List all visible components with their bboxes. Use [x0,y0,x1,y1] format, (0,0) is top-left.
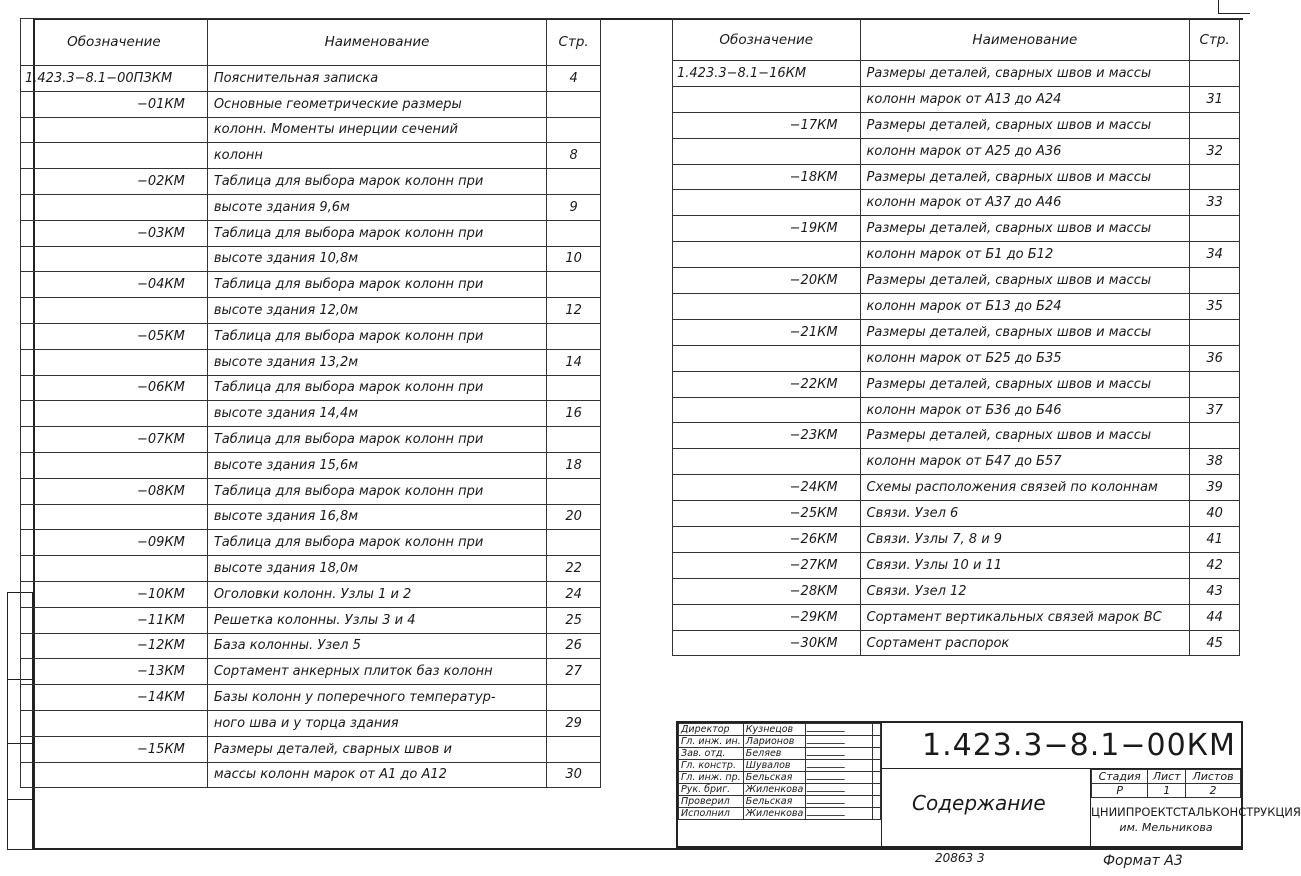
row-name: высоте здания 9,6м [207,194,546,220]
stage-label: Стадия [1092,770,1148,784]
row-name: Пояснительная записка [207,66,546,92]
row-page: 10 [547,246,601,272]
table-row [673,423,1240,449]
row-name: высоте здания 12,0м [207,298,546,324]
row-designation [673,397,861,423]
row-designation [21,298,208,324]
person-name: Ларионов [743,736,806,748]
date-cell [873,772,881,784]
row-page: 9 [547,194,601,220]
row-name: Связи. Узлы 10 и 11 [860,552,1190,578]
row-name: высоте здания 15,6м [207,452,546,478]
role-label: Исполнил [679,808,744,820]
signature-row [679,724,881,736]
header-page: Стр. [547,19,601,66]
table-row [21,220,601,246]
row-designation [673,294,861,320]
table-row [673,216,1240,242]
signature-row [679,808,881,820]
stage-value: Р [1092,784,1148,798]
row-name: Связи. Узлы 7, 8 и 9 [860,527,1190,553]
signature-mark [806,772,873,784]
table-row [21,710,601,736]
table-row [21,659,601,685]
row-page [547,375,601,401]
table-row [673,164,1240,190]
row-page: 45 [1190,630,1240,656]
row-designation: −05КМ [21,323,208,349]
table-row [673,604,1240,630]
sheets-value: 2 [1186,784,1241,798]
organization [1091,797,1301,834]
table-row [673,552,1240,578]
role-label: Зав. отд. [679,748,744,760]
row-page: 29 [547,710,601,736]
row-page [547,272,601,298]
row-page: 34 [1190,242,1240,268]
role-label: Гл. констр. [679,760,744,772]
role-label: Рук. бриг. [679,784,744,796]
row-designation: −20КМ [673,268,861,294]
role-label: Проверил [679,796,744,808]
person-name: Бельская [743,796,806,808]
row-designation: −13КМ [21,659,208,685]
row-designation: −28КМ [673,578,861,604]
row-name: Таблица для выбора марок колонн при [207,375,546,401]
row-page: 25 [547,607,601,633]
row-name: высоте здания 18,0м [207,556,546,582]
archive-number: 20863 3 [935,851,985,865]
row-name: Размеры деталей, сварных швов и [207,736,546,762]
row-name: Оголовки колонн. Узлы 1 и 2 [207,581,546,607]
person-name: Жиленкова [743,784,806,796]
table-row [21,762,601,788]
table-row [21,401,601,427]
row-designation [21,143,208,169]
row-designation: −22КМ [673,371,861,397]
signature-scribble [807,760,848,768]
signature-scribble [807,748,848,756]
row-designation [673,86,861,112]
row-name: высоте здания 13,2м [207,349,546,375]
row-designation [673,242,861,268]
row-page: 38 [1190,449,1240,475]
row-name: Сортамент анкерных плиток баз колонн [207,659,546,685]
row-page [547,478,601,504]
header-page: Стр. [1190,19,1240,61]
signature-row [679,748,881,760]
row-page: 40 [1190,501,1240,527]
row-page [1190,61,1240,87]
signature-scribble [807,736,848,744]
row-designation: −29КМ [673,604,861,630]
table-row [673,578,1240,604]
table-row [21,685,601,711]
row-page: 14 [547,349,601,375]
row-designation: −24КМ [673,475,861,501]
row-designation: 1.423.3−8.1−16КМ [673,61,861,87]
row-page [547,169,601,195]
row-designation [21,349,208,375]
signature-mark [806,724,873,736]
row-designation: −06КМ [21,375,208,401]
sheet-value: 1 [1148,784,1186,798]
row-designation [21,452,208,478]
row-name: колонн марок от Б25 до Б35 [860,345,1190,371]
row-page: 12 [547,298,601,324]
row-page: 8 [547,143,601,169]
table-row [673,345,1240,371]
signature-scribble [807,772,848,780]
row-designation [21,246,208,272]
table-row [21,194,601,220]
table-row [673,268,1240,294]
row-page [547,91,601,117]
row-page: 37 [1190,397,1240,423]
row-designation: −15КМ [21,736,208,762]
header-name: Наименование [860,19,1190,61]
row-name: колонн. Моменты инерции сечений [207,117,546,143]
table-row [21,298,601,324]
table-row [673,294,1240,320]
row-name: Таблица для выбора марок колонн при [207,272,546,298]
row-designation: −17КМ [673,112,861,138]
person-name: Жиленкова [743,808,806,820]
row-page [1190,371,1240,397]
sheet-label: Лист [1148,770,1186,784]
row-designation: −02КМ [21,169,208,195]
row-name: высоте здания 10,8м [207,246,546,272]
signature-table [678,723,881,846]
table-row [21,556,601,582]
signature-row [679,796,881,808]
row-name: Таблица для выбора марок колонн при [207,427,546,453]
date-cell [873,748,881,760]
table-row [673,501,1240,527]
row-page: 32 [1190,138,1240,164]
row-page: 35 [1190,294,1240,320]
row-name: Размеры деталей, сварных швов и массы [860,164,1190,190]
row-page [547,530,601,556]
row-page: 39 [1190,475,1240,501]
signature-scribble [807,724,848,732]
row-page: 26 [547,633,601,659]
row-name: колонн марок от А37 до А46 [860,190,1190,216]
corner-mark [1218,0,1250,14]
row-designation: −23КМ [673,423,861,449]
row-name: Сортамент распорок [860,630,1190,656]
table-row [673,138,1240,164]
table-row [673,190,1240,216]
row-name: Размеры деталей, сварных швов и массы [860,268,1190,294]
table-row [21,452,601,478]
table-row [21,91,601,117]
header-designation: Обозначение [673,19,861,61]
row-designation [21,710,208,736]
row-name: Таблица для выбора марок колонн при [207,530,546,556]
date-cell [873,736,881,748]
sheet-format: Формат А3 [1103,853,1183,869]
contents-table-left [20,18,601,788]
table-row [673,527,1240,553]
table-row [673,112,1240,138]
row-designation [21,556,208,582]
row-name: Размеры деталей, сварных швов и массы [860,423,1190,449]
table-row [21,66,601,92]
row-designation [673,138,861,164]
signature-mark [806,808,873,820]
row-name: колонн марок от А25 до А36 [860,138,1190,164]
row-page: 16 [547,401,601,427]
row-page [547,220,601,246]
person-name: Кузнецов [743,724,806,736]
table-row [21,736,601,762]
row-designation: −21КМ [673,319,861,345]
row-designation: −27КМ [673,552,861,578]
signature-row [679,760,881,772]
row-designation: −26КМ [673,527,861,553]
signature-mark [806,760,873,772]
row-designation: −25КМ [673,501,861,527]
row-name: Базы колонн у поперечного температур- [207,685,546,711]
row-page: 36 [1190,345,1240,371]
row-designation: −11КМ [21,607,208,633]
signature-row [679,772,881,784]
row-page: 30 [547,762,601,788]
header-name: Наименование [207,19,546,66]
row-page: 22 [547,556,601,582]
signature-row [679,736,881,748]
row-page [547,736,601,762]
row-name: колонн марок от Б1 до Б12 [860,242,1190,268]
signature-scribble [807,784,848,792]
table-row [21,581,601,607]
person-name: Шувалов [743,760,806,772]
person-name: Беляев [743,748,806,760]
signature-scribble [807,796,848,804]
row-name: Сортамент вертикальных связей марок ВС [860,604,1190,630]
row-designation: −03КМ [21,220,208,246]
row-designation: −01КМ [21,91,208,117]
table-row [21,504,601,530]
person-name: Бельская [743,772,806,784]
row-page [547,323,601,349]
signature-row [679,784,881,796]
table-row [21,246,601,272]
table-row [673,630,1240,656]
row-designation [673,345,861,371]
row-page: 44 [1190,604,1240,630]
date-cell [873,724,881,736]
row-designation: −04КМ [21,272,208,298]
row-name: колонн марок от Б47 до Б57 [860,449,1190,475]
row-page [1190,216,1240,242]
table-row [21,323,601,349]
table-row [21,349,601,375]
table-row [673,475,1240,501]
row-page: 20 [547,504,601,530]
row-designation [673,449,861,475]
row-designation: −12КМ [21,633,208,659]
role-label: Гл. инж. ин. [679,736,744,748]
table-row [21,478,601,504]
document-code: 1.423.3−8.1−00КМ [881,723,1241,769]
row-name: массы колонн марок от А1 до А12 [207,762,546,788]
row-name: Основные геометрические размеры [207,91,546,117]
row-name: Размеры деталей, сварных швов и массы [860,61,1190,87]
header-designation: Обозначение [21,19,208,66]
row-page [1190,268,1240,294]
row-page: 31 [1190,86,1240,112]
title-block [676,721,1301,848]
row-name: Таблица для выбора марок колонн при [207,220,546,246]
row-designation: −14КМ [21,685,208,711]
row-designation [21,504,208,530]
table-row [21,427,601,453]
signature-mark [806,784,873,796]
row-designation [21,762,208,788]
table-row [21,143,601,169]
row-name: Связи. Узел 12 [860,578,1190,604]
table-row [673,449,1240,475]
row-page: 41 [1190,527,1240,553]
organization-subtitle: им. Мельникова [1119,821,1213,834]
row-name: Размеры деталей, сварных швов и массы [860,319,1190,345]
table-row [673,371,1240,397]
row-page: 18 [547,452,601,478]
row-designation: −18КМ [673,164,861,190]
row-designation: −09КМ [21,530,208,556]
table-row [21,607,601,633]
sheets-label: Листов [1186,770,1241,784]
table-row [21,530,601,556]
signature-mark [806,748,873,760]
row-page [1190,423,1240,449]
row-page: 43 [1190,578,1240,604]
table-row [21,633,601,659]
role-label: Гл. инж. пр. [679,772,744,784]
row-name: ного шва и у торца здания [207,710,546,736]
organization-name: ЦНИИПРОЕКТСТАЛЬКОНСТРУКЦИЯ [1091,805,1301,819]
row-page [1190,164,1240,190]
row-name: Размеры деталей, сварных швов и массы [860,216,1190,242]
date-cell [873,796,881,808]
row-designation: −19КМ [673,216,861,242]
row-name: Таблица для выбора марок колонн при [207,169,546,195]
row-page: 42 [1190,552,1240,578]
table-row [21,272,601,298]
row-page [547,685,601,711]
row-name: высоте здания 14,4м [207,401,546,427]
row-designation: −07КМ [21,427,208,453]
row-name: колонн марок от А13 до А24 [860,86,1190,112]
row-name: колонн [207,143,546,169]
date-cell [873,760,881,772]
row-designation: −08КМ [21,478,208,504]
row-name: Таблица для выбора марок колонн при [207,478,546,504]
row-name: Размеры деталей, сварных швов и массы [860,112,1190,138]
row-page: 27 [547,659,601,685]
table-row [21,169,601,195]
table-row [673,86,1240,112]
table-row [673,397,1240,423]
row-page [547,427,601,453]
signature-mark [806,736,873,748]
row-page [547,117,601,143]
row-designation: −30КМ [673,630,861,656]
row-designation [673,190,861,216]
date-cell [873,784,881,796]
table-row [21,117,601,143]
table-row [673,242,1240,268]
row-name: колонн марок от Б13 до Б24 [860,294,1190,320]
row-name: Таблица для выбора марок колонн при [207,323,546,349]
signature-scribble [807,808,848,816]
contents-table-right [672,18,1240,656]
row-page: 33 [1190,190,1240,216]
row-name: База колонны. Узел 5 [207,633,546,659]
row-page [1190,319,1240,345]
signature-mark [806,796,873,808]
row-name: Связи. Узел 6 [860,501,1190,527]
row-name: Схемы расположения связей по колоннам [860,475,1190,501]
row-page: 24 [547,581,601,607]
role-label: Директор [679,724,744,736]
row-name: Решетка колонны. Узлы 3 и 4 [207,607,546,633]
row-designation [21,117,208,143]
row-page [1190,112,1240,138]
row-name: колонн марок от Б36 до Б46 [860,397,1190,423]
row-designation: 1.423.3−8.1−00ПЗКМ [21,66,208,92]
table-row [673,61,1240,87]
row-designation: −10КМ [21,581,208,607]
table-row [673,319,1240,345]
row-designation [21,194,208,220]
document-title: Содержание [881,769,1091,846]
row-name: Размеры деталей, сварных швов и массы [860,371,1190,397]
row-name: высоте здания 16,8м [207,504,546,530]
stage-table [1091,769,1241,798]
row-page: 4 [547,66,601,92]
date-cell [873,808,881,820]
table-row [21,375,601,401]
row-designation [21,401,208,427]
